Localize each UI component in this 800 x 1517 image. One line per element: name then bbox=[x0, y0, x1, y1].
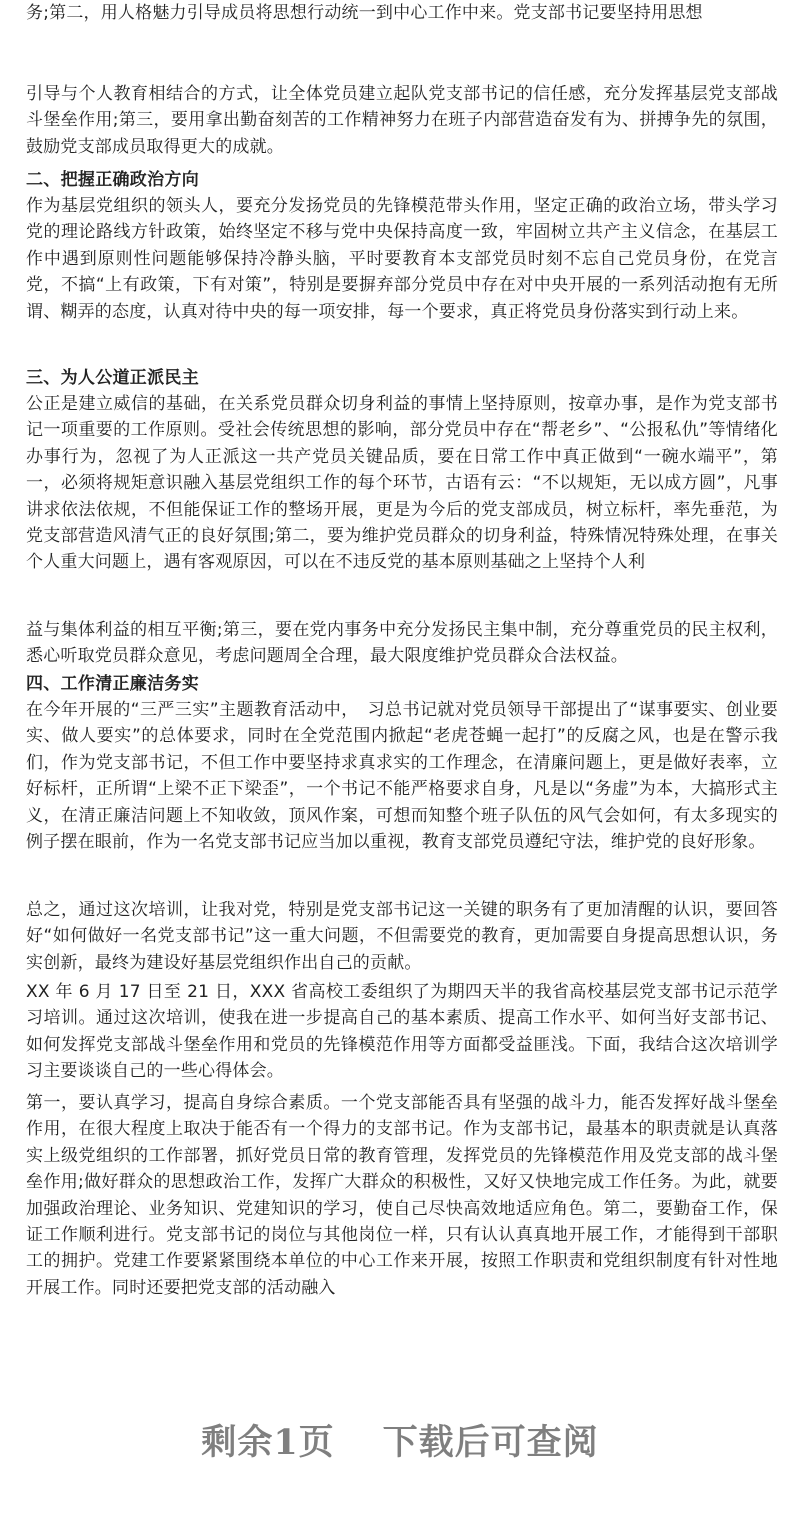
paragraph-9: 第一，要认真学习，提高自身综合素质。一个党支部能否具有坚强的战斗力，能否发挥好战斗堡垒作用，在很大程度上取决于能否有一个得力的支部书记。作为支部书记，最基本的职责就是认真落实上级党组织的工作部署，抓好党员日常的教育管理，发挥党员的先锋模范作用及党支部的战斗堡垒作用;做好群众的思想政治工作，发挥广大群众的积极性，又好又快地完成工作任务。为此，就要加强政治理论、业务知识、党建知识的学习，使自己尽快高效地适应角色。第二，要勤奋工作，保证工作顺利进行。党支部书记的岗位与其他岗位一样，只有认认真真地开展工作，才能得到干部职工的拥护。党建工作要紧紧围绕本单位的中心工作来开展，按照工作职责和党组织制度有针对性地开展工作。同时还要把党支部的活动融入 bbox=[26, 1093, 778, 1298]
section-heading-4: 四、工作清正廉洁务实 bbox=[26, 674, 199, 694]
download-prompt-banner[interactable] bbox=[0, 1408, 800, 1478]
paragraph-2: 引导与个人教育相结合的方式，让全体党员建立起队党支部书记的信任感，充分发挥基层党支部战斗堡垒作用;第三，要用拿出勤奋刻苦的工作精神努力在班子内部营造奋发有为、拼搏争先的氛围，鼓励党支部成员取得更大的成就。 bbox=[26, 84, 778, 157]
remaining-pages-label: 剩余1页 bbox=[201, 1422, 335, 1463]
section-heading-3: 三、为人公道正派民主 bbox=[26, 368, 199, 388]
paragraph-4: 公正是建立威信的基础，在关系党员群众切身利益的事情上坚持原则，按章办事，是作为党支部书记一项重要的工作原则。受社会传统思想的影响，部分党员中存在“帮老乡”、“公报私仇”等情绪化办事行为，忽视了为人正派这一共产党员关键品质，要在日常工作中真正做到“一碗水端平”，第一，必须将规矩意识融入基层党组织工作的每个环节，古语有云：“不以规矩，无以成方圆”，凡事讲求依法依规，不但能保证工作的整场开展，更是为今后的党支部成员，树立标杆，率先垂范，为党支部营造风清气正的良好氛围;第二，要为维护党员群众的切身利益，特殊情况特殊处理，在事关个人重大问题上，遇有客观原因，可以在不违反党的基本原则基础之上坚持个人利 bbox=[26, 394, 778, 573]
paragraph-5: 益与集体利益的相互平衡;第三，要在党内事务中充分发扬民主集中制，充分尊重党员的民主权利，悉心听取党员群众意见，考虑问题周全合理，最大限度维护党员群众合法权益。 bbox=[26, 620, 778, 667]
paragraph-8: XX 年 6 月 17 日至 21 日，XXX 省高校工委组织了为期四天半的我省高校基层党支部书记示范学习培训。通过这次培训，使我在进一步提高自己的基本素质、提高工作水平、如何当好支部书记、如何发挥党支部战斗堡垒作用和党员的先锋模范作用等方面都受益匪浅。下面，我结合这次培训学习主要谈谈自己的一些心得体会。 bbox=[26, 982, 778, 1082]
section-heading-2: 二、把握正确政治方向 bbox=[26, 170, 199, 190]
paragraph-6: 在今年开展的“三严三实”主题教育活动中， 习总书记就对党员领导干部提出了“谋事要实、创业要实、做人要实”的总体要求，同时在全党范围内掀起“老虎苍蝇一起打”的反腐之风，也是在警示我们，作为党支部书记，不但工作中要坚持求真求实的工作理念，在清廉问题上，更是做好表率，立好标杆，正所谓“上梁不正下梁歪”，一个书记不能严格要求自身，凡是以“务虚”为本，大搞形式主义，在清正廉洁问题上不知收敛，顶风作案，可想而知整个班子队伍的风气会如何，有太多现实的例子摆在眼前，作为一名党支部书记应当加以重视，教育支部党员遵纪守法，维护党的良好形象。 bbox=[26, 700, 778, 853]
paragraph-3: 作为基层党组织的领头人，要充分发扬党员的先锋模范带头作用，坚定正确的政治立场，带头学习党的理论路线方针政策，始终坚定不移与党中央保持高度一致，牢固树立共产主义信念，在基层工作中遇到原则性问题能够保持冷静头脑，平时要教育本支部党员时刻不忘自己党员身份，在党言党，不搞“上有政策，下有对策”，特别是要摒弃部分党员中存在对中央开展的一系列活动抱有无所谓、糊弄的态度，认真对待中央的每一项安排，每一个要求，真正将党员身份落实到行动上来。 bbox=[26, 196, 778, 322]
paragraph-1: 务;第二，用人格魅力引导成员将思想行动统一到中心工作中来。党支部书记要坚持用思想 bbox=[26, 3, 703, 23]
download-to-view-label: 下载后可查阅 bbox=[382, 1422, 599, 1463]
paragraph-7: 总之，通过这次培训，让我对党，特别是党支部书记这一关键的职务有了更加清醒的认识，要回答好“如何做好一名党支部书记”这一重大问题，不但需要党的教育，更加需要自身提高思想认识，务实创新，最终为建设好基层党组织作出自己的贡献。 bbox=[26, 900, 778, 973]
